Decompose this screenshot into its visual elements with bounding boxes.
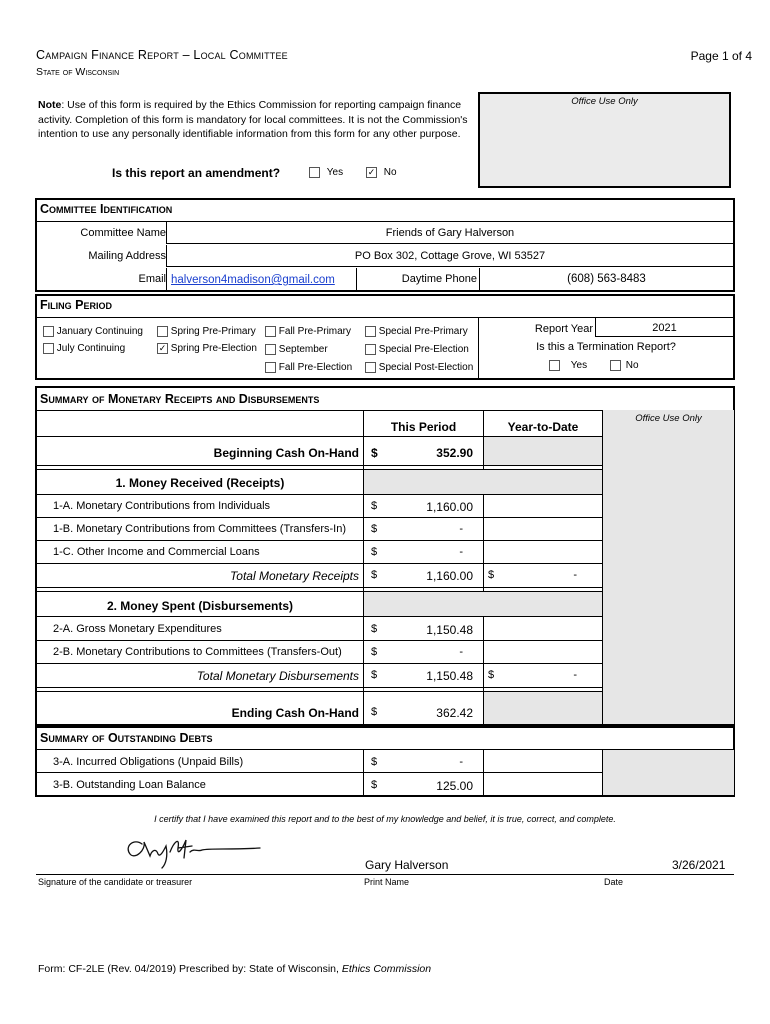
d2a-value[interactable]: 1,150.48 [426,623,473,637]
office-use-label: Office Use Only [571,96,638,107]
email-label: Email [138,273,166,285]
filing-special-pp-label: Special Pre-Primary [378,326,468,338]
d2b-label: 2-B. Monetary Contributions to Committees (Transfers-Out) [53,646,342,658]
filing-spring-pp[interactable] [157,326,256,337]
beginning-cash-value[interactable]: 352.90 [436,446,473,460]
filing-section-title: Filing Period [40,298,112,312]
total-receipts-label: Total Monetary Receipts [230,569,359,583]
filing-special-pe-checkbox[interactable] [365,344,376,355]
note-label: Note [38,99,62,111]
col-this-period: This Period [390,420,457,434]
termination-question: Is this a Termination Report? [536,341,676,353]
daytime-phone-field[interactable]: (608) 563-8483 [479,268,733,290]
filing-jul-label: July Continuing [56,343,126,355]
report-year-label: Report Year [534,323,593,335]
filing-special-pe[interactable] [365,344,469,355]
beginning-cash-label: Beginning Cash On-Hand [213,446,359,460]
email-field[interactable]: halverson4madison@gmail.com [166,268,356,290]
filing-special-post-label: Special Post-Election [378,362,474,374]
col-ytd: Year-to-Date [507,420,579,434]
filing-jan-label: January Continuing [56,326,143,338]
termination-no-label: No [625,360,639,372]
r1c-currency: $ [371,546,378,558]
print-name-value[interactable]: Gary Halverson [365,858,449,872]
total-disb-ytd-currency: $ [488,669,495,681]
summary-office-use-column [602,410,734,724]
debts-section [35,726,735,797]
filing-jan-checkbox[interactable] [43,326,54,337]
amendment-yes[interactable] [309,167,343,178]
summary-section-title: Summary of Monetary Receipts and Disbursements [40,392,320,406]
footer-agency: Ethics Commission [341,963,432,975]
total-disb-currency: $ [371,669,378,681]
termination-yes-checkbox[interactable] [549,360,560,371]
form-subtitle: State of Wisconsin [36,66,120,78]
receipts-heading: 1. Money Received (Receipts) [115,476,285,490]
ending-cash-label: Ending Cash On-Hand [231,706,359,720]
d2b-value[interactable]: - [459,646,463,658]
date-label: Date [604,877,624,887]
committee-name-label: Committee Name [80,227,166,239]
filing-spring-pe-checkbox[interactable]: ✓ [158,343,167,353]
d2a-label: 2-A. Gross Monetary Expenditures [53,623,222,635]
footer-form-info: Form: CF-2LE (Rev. 04/2019) Prescribed by: State of Wisconsin, [38,963,342,975]
committee-identification-section [35,198,735,292]
r1c-label: 1-C. Other Income and Commercial Loans [53,546,260,558]
total-disb-ytd[interactable]: - [573,669,577,681]
d2a-currency: $ [371,623,378,635]
total-disb-value[interactable]: 1,150.48 [426,669,473,683]
daytime-phone-label: Daytime Phone [356,268,479,290]
total-receipts-ytd[interactable]: - [573,569,577,581]
filing-jul-checkbox[interactable] [43,343,54,354]
d3a-currency: $ [371,756,378,768]
date-value[interactable]: 3/26/2021 [672,858,726,872]
ending-cash-value[interactable]: 362.42 [436,706,473,720]
amendment-question: Is this report an amendment? [112,166,281,180]
total-receipts-currency: $ [371,569,378,581]
filing-special-pp[interactable] [365,326,468,337]
spent-heading: 2. Money Spent (Disbursements) [106,599,294,613]
usage-note [38,98,478,142]
mailing-address-label: Mailing Address [88,250,166,262]
d2b-currency: $ [371,646,378,658]
r1a-label: 1-A. Monetary Contributions from Individuals [53,500,271,512]
termination-yes[interactable] [549,360,587,371]
filing-september-label: September [278,344,328,356]
r1b-value[interactable]: - [459,523,463,535]
form-title: Campaign Finance Report – Local Committee [36,48,288,62]
note-text: : Use of this form is required by the Ethics Commission for reporting campaign finance activity. Completion of this form is mandatory for local committees. It is not the Commission's intention to use any personally identifiable information from this form for any other purpose. [38,99,468,140]
total-disb-label: Total Monetary Disbursements [196,669,359,683]
filing-september[interactable] [265,344,328,355]
amendment-no-label: No [383,167,397,179]
filing-september-checkbox[interactable] [265,344,276,355]
r1a-value[interactable]: 1,160.00 [426,500,473,514]
filing-fall-pp-checkbox[interactable] [265,326,276,337]
filing-fall-pp-label: Fall Pre-Primary [278,326,352,338]
filing-fall-pe[interactable] [265,362,352,373]
filing-special-post-checkbox[interactable] [365,362,376,373]
d3b-currency: $ [371,779,378,791]
filing-fall-pp[interactable] [265,326,351,337]
office-use-box [478,92,731,188]
page-number: Page 1 of 4 [690,49,752,63]
d3b-value[interactable]: 125.00 [436,779,473,793]
d3a-value[interactable]: - [459,756,463,768]
filing-special-pp-checkbox[interactable] [365,326,376,337]
d3b-label: 3-B. Outstanding Loan Balance [53,779,206,791]
certification-statement: I certify that I have examined this report and to the best of my knowledge and belief, it is true, correct, and complete. [154,814,616,824]
filing-spring-pe[interactable] [157,343,257,354]
r1c-value[interactable]: - [459,546,463,558]
committee-section-title: Committee Identification [40,202,173,216]
report-year-field[interactable]: 2021 [595,318,733,337]
filing-jan[interactable] [43,326,143,337]
form-footer [38,963,431,975]
r1b-currency: $ [371,523,378,535]
amendment-no[interactable] [366,167,397,178]
ending-cash-currency: $ [371,706,378,718]
summary-section [35,386,735,726]
filing-spring-pp-label: Spring Pre-Primary [170,326,256,338]
debts-section-title: Summary of Outstanding Debts [40,731,213,745]
r1b-label: 1-B. Monetary Contributions from Committees (Transfers-In) [53,523,347,535]
filing-jul[interactable] [43,343,125,354]
filing-spring-pp-checkbox[interactable] [157,326,168,337]
d3a-label: 3-A. Incurred Obligations (Unpaid Bills) [53,756,244,768]
amendment-yes-checkbox[interactable] [309,167,320,178]
filing-spring-pe-label: Spring Pre-Election [170,343,257,355]
termination-yes-label: Yes [570,360,588,372]
total-receipts-ytd-currency: $ [488,569,495,581]
filing-period-section [35,294,735,380]
committee-name-field[interactable]: Friends of Gary Halverson [166,222,733,244]
signature-image [120,832,270,875]
r1a-currency: $ [371,500,378,512]
print-name-label: Print Name [364,877,410,887]
mailing-address-field[interactable]: PO Box 302, Cottage Grove, WI 53527 [166,245,733,267]
summary-office-use-label: Office Use Only [635,413,702,424]
amendment-yes-label: Yes [326,167,344,179]
filing-special-post[interactable] [365,362,473,373]
termination-no-checkbox[interactable] [610,360,621,371]
beginning-cash-currency: $ [371,446,378,460]
signature-label: Signature of the candidate or treasurer [38,877,193,887]
termination-no[interactable] [610,360,639,371]
filing-fall-pe-label: Fall Pre-Election [278,362,353,374]
filing-special-pe-label: Special Pre-Election [378,344,469,356]
filing-fall-pe-checkbox[interactable] [265,362,276,373]
amendment-no-checkbox[interactable]: ✓ [367,167,376,177]
total-receipts-value[interactable]: 1,160.00 [426,569,473,583]
